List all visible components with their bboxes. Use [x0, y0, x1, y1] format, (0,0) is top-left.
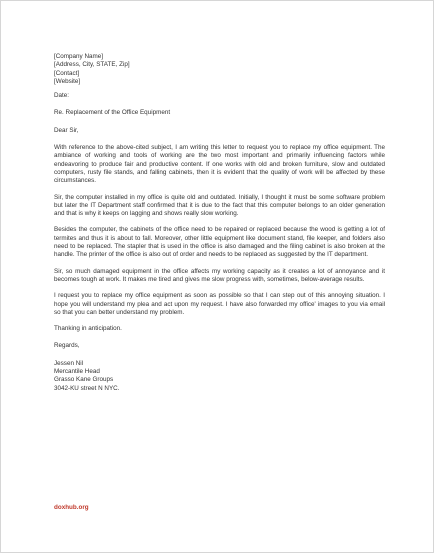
sender-contact: [Contact]: [54, 69, 80, 77]
regards: Regards,: [54, 342, 80, 350]
body-paragraph-3: Besides the computer, the cabinets of the office need to be repaired or replaced because the wood is getting a lot of termites and thus it is about to fall. Moreover, other little equipment like document stand, file keeper, and folders also need to be replaced. The stapler that is used in the office is also damaged and the filing cabinet is also broken at the handle. The printer of the office is also out of order and needs to be replaced as suggested by the IT department.: [54, 226, 385, 259]
signature-block: [54, 360, 385, 393]
sender-company-name: [Company Name]: [54, 53, 103, 60]
sender-address: [Address, City, STATE, Zip]: [54, 61, 130, 69]
salutation: Dear Sir,: [54, 126, 79, 134]
closing-line: Thanking in anticipation.: [54, 325, 122, 333]
body-paragraph-4: Sir, so much damaged equipment in the office affects my working capacity as it creates a lot of annoyance and it becomes tough at work. It makes me tired and gives me slow progress with, sometimes, below-average results.: [54, 267, 385, 283]
letter-body: [54, 53, 385, 393]
footer-brand-link[interactable]: doxhub.org: [54, 504, 89, 511]
body-paragraph-1: With reference to the above-cited subject, I am writing this letter to request you to replace my office equipment. The ambiance of working and tools of working are the two most important and primarily influencing factors while endeavoring to produce fair and productive content. If one works with old and broken furniture, slow and outdated computers, rusty file stands, and falling cabinets, then it is evident that the quality of work will be affected by these circumstances.: [54, 144, 385, 185]
body-paragraph-5: I request you to replace my office equipment as soon as possible so that I can step out of this annoying situation. I hope you will understand my plea and act upon my request. I have also forwarded my office' images to you via email so that you can better understand my problem.: [54, 292, 385, 316]
signature-name: Jessen Nil: [54, 359, 84, 367]
subject-line: Re. Replacement of the Office Equipment: [54, 109, 171, 117]
sender-website: [Website]: [54, 77, 81, 85]
date-label: Date:: [54, 92, 70, 100]
signature-company: Grasso Kane Groups: [54, 376, 114, 384]
sender-block: [54, 53, 385, 86]
signature-title: Mercantile Head: [54, 368, 100, 376]
signature-address: 3042-KU street N NYC.: [54, 384, 120, 392]
body-paragraph-2: Sir, the computer installed in my office is quite old and outdated. Initially, I thought it must be some software problem but later the IT Department staff confirmed that it is due to the fact that this computer belongs to an older generation and that is why it keeps on lagging and shows really slow working.: [54, 193, 385, 218]
